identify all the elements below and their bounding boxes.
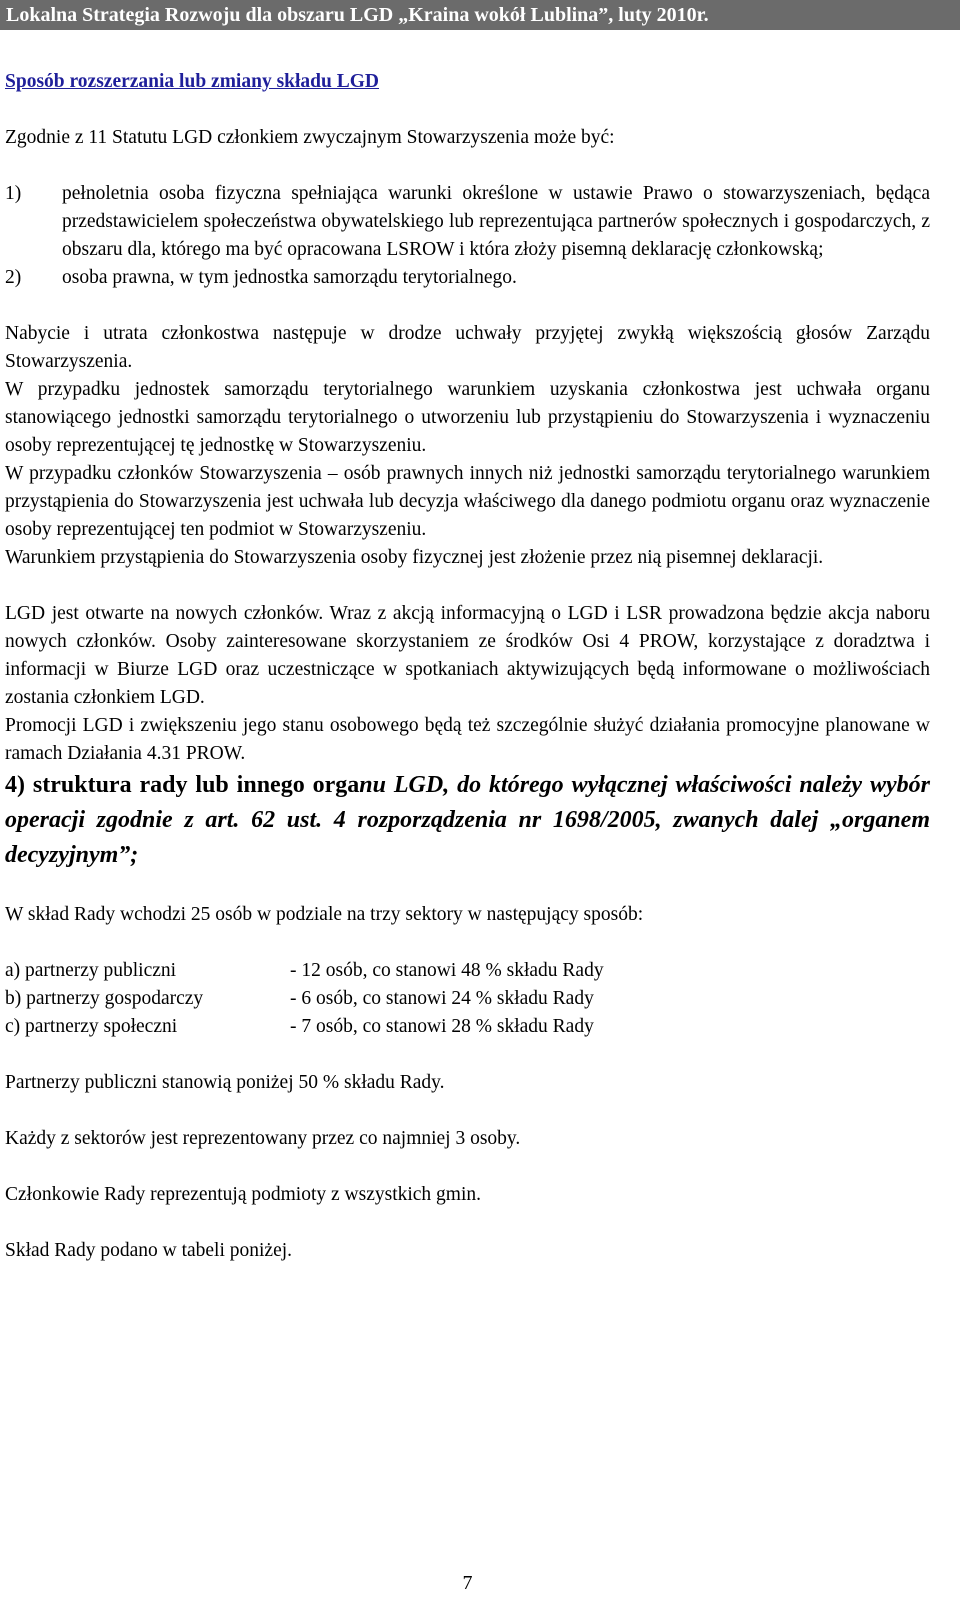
sector-label: b) partnerzy gospodarczy	[5, 988, 204, 1009]
intro-text: Zgodnie z 11 Statutu LGD członkiem zwyczajnym Stowarzyszenia może być:	[5, 127, 615, 148]
rada-note: Skład Rady podano w tabeli poniżej.	[5, 1240, 293, 1261]
page-header: Lokalna Strategia Rozwoju dla obszaru LGD „Kraina wokół Lublina”, luty 2010r.	[0, 0, 960, 30]
sector-value: - 12 osób, co stanowi 48 % składu Rady	[290, 960, 604, 981]
sector-value: - 7 osób, co stanowi 28 % składu Rady	[290, 1016, 594, 1037]
list-text: osoba prawna, w tym jednostka samorządu terytorialnego.	[62, 267, 517, 288]
list-item	[5, 180, 930, 264]
paragraph: Warunkiem przystąpienia do Stowarzyszenia osoby fizycznej jest złożenie przez nią pisemnej deklaracji.	[5, 547, 824, 568]
sector-label: a) partnerzy publiczni	[5, 960, 177, 981]
document-content	[5, 68, 930, 1265]
paragraph: W przypadku członków Stowarzyszenia – osób prawnych innych niż jednostki samorządu terytorialnego warunkiem przystąpienia do Stowarzyszenia jest uchwała lub decyzja właściwego dla danego podmiotu organu oraz wyznaczenie osoby reprezentującej ten podmiot w Stowarzyszeniu.	[5, 463, 930, 540]
list-number: 1)	[5, 183, 22, 204]
paragraph: Promocji LGD i zwiększeniu jego stanu osobowego będą też szczególnie służyć działania promocyjne planowane w ramach Działania 4.31 PROW.	[5, 715, 930, 764]
rada-intro: W skład Rady wchodzi 25 osób w podziale na trzy sektory w następujący sposób:	[5, 904, 644, 925]
rada-note: Każdy z sektorów jest reprezentowany przez co najmniej 3 osoby.	[5, 1128, 521, 1149]
section-title: Sposób rozszerzania lub zmiany składu LGD	[5, 71, 379, 92]
sector-label: c) partnerzy społeczni	[5, 1016, 178, 1037]
rada-note: Członkowie Rady reprezentują podmioty z wszystkich gmin.	[5, 1184, 482, 1205]
list-item	[5, 264, 930, 292]
heading-bold-part: 4) struktura rady lub innego orga	[5, 772, 360, 798]
sector-list	[5, 957, 930, 1041]
heading-italic-part: nu LGD, do którego wyłącznej właściwości należy wybór operacji zgodnie z art. 62 ust. 4 rozporządzenia nr 1698/2005, zwanych dalej „organem decyzyjnym”;	[5, 772, 930, 868]
page-number: 7	[462, 1572, 473, 1594]
section-heading-4	[5, 768, 930, 873]
paragraph: W przypadku jednostek samorządu terytorialnego warunkiem uzyskania członkostwa jest uchwała organu stanowiącego jednostki samorządu terytorialnego o utworzeniu lub przystąpieniu do Stowarzyszenia i wyznaczeniu osoby reprezentującej tę jednostkę w Stowarzyszeniu.	[5, 379, 930, 456]
paragraph: Nabycie i utrata członkostwa następuje w drodze uchwały przyjętej zwykłą większością głosów Zarządu Stowarzyszenia.	[5, 323, 930, 372]
list-text: pełnoletnia osoba fizyczna spełniająca warunki określone w ustawie Prawo o stowarzyszeniach, będąca przedstawicielem społeczeństwa obywatelskiego lub reprezentująca partnerów społecznych i gospodarczych, z obszaru dla, którego ma być opracowana LSROW i która złoży pisemną deklarację członkowską;	[62, 183, 930, 260]
sector-row	[5, 985, 930, 1013]
list-number: 2)	[5, 267, 22, 288]
paragraph: LGD jest otwarte na nowych członków. Wraz z akcją informacyjną o LGD i LSR prowadzona będzie akcja naboru nowych członków. Osoby zainteresowane skorzystaniem ze środków Osi 4 PROW, korzystające z doradztwa i informacji w Biurze LGD oraz uczestniczące w spotkaniach aktywizujących będą informowane o możliwościach zostania członkiem LGD.	[5, 603, 930, 708]
sector-row	[5, 1013, 930, 1041]
sector-value: - 6 osób, co stanowi 24 % składu Rady	[290, 988, 594, 1009]
membership-list	[5, 180, 930, 292]
rada-note: Partnerzy publiczni stanowią poniżej 50 % składu Rady.	[5, 1072, 445, 1093]
sector-row	[5, 957, 930, 985]
